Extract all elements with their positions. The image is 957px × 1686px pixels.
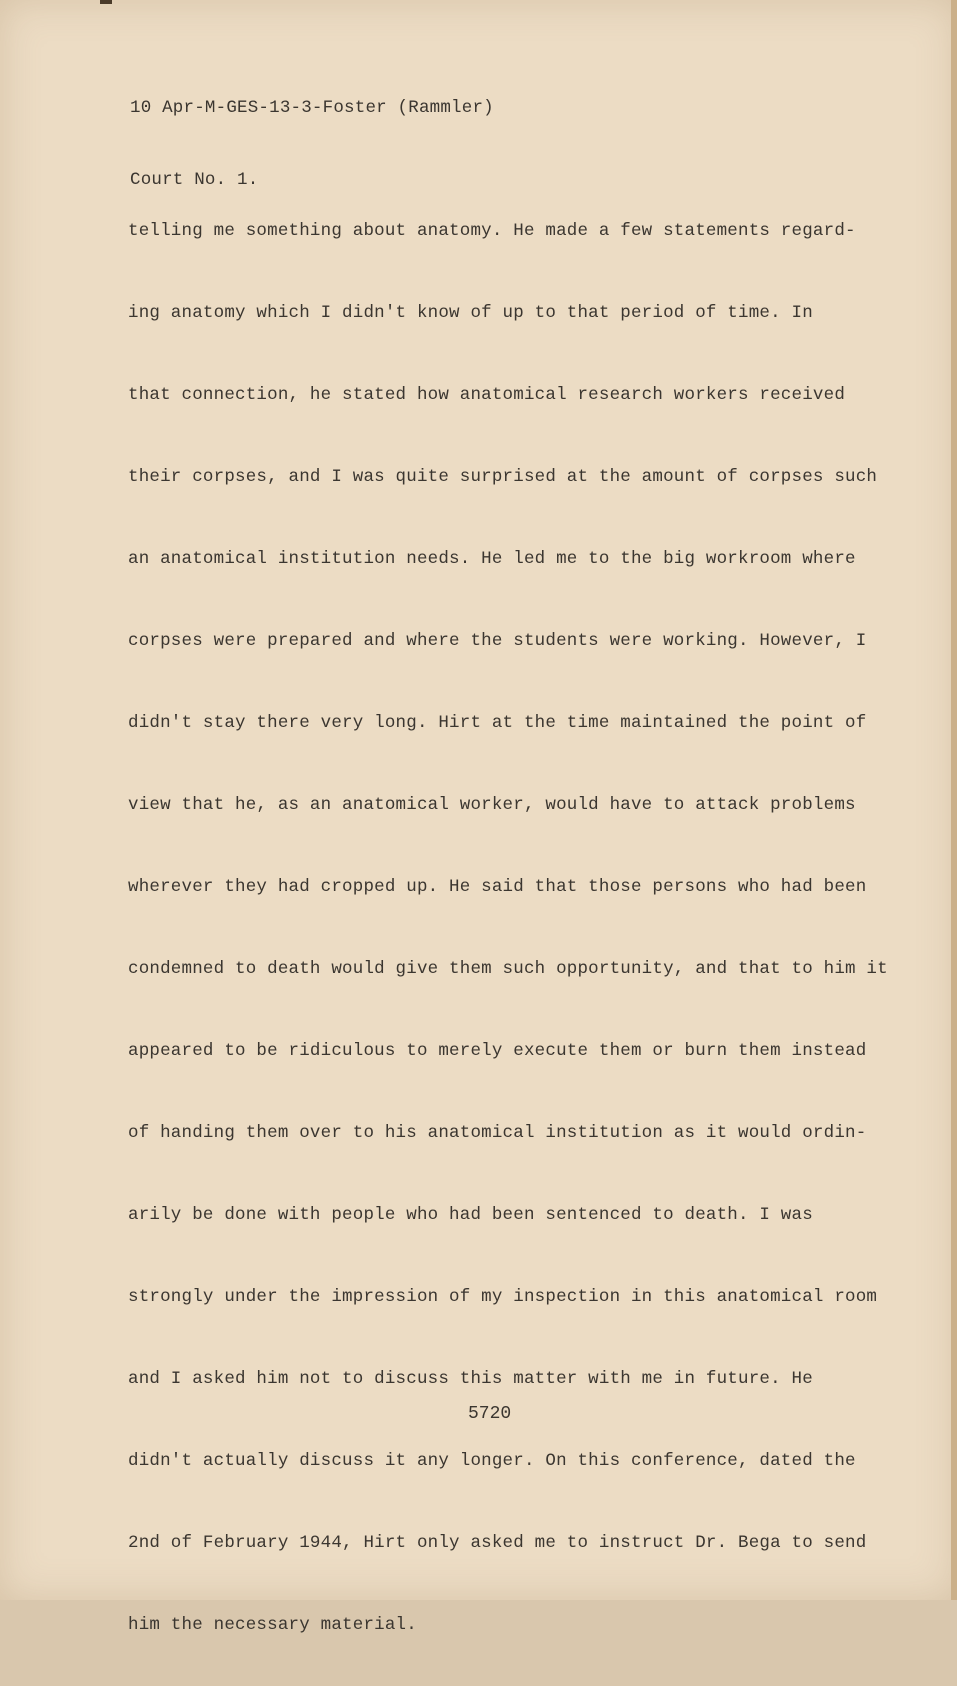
testimony-body: [128, 170, 888, 1686]
page-number: 5720: [468, 1404, 512, 1424]
text-line: of handing them over to his anatomical institution as it would ordin-: [128, 1123, 867, 1143]
text-line: an anatomical institution needs. He led me to the big workroom where: [128, 549, 856, 569]
text-line: didn't actually discuss it any longer. On this conference, dated the: [128, 1451, 856, 1471]
court-number-line: Court No. 1.: [130, 170, 259, 190]
text-line: arily be done with people who had been sentenced to death. I was: [128, 1205, 813, 1225]
text-line: didn't stay there very long. Hirt at the time maintained the point of: [128, 713, 867, 733]
text-line: view that he, as an anatomical worker, would have to attack problems: [128, 795, 856, 815]
text-line: him the necessary material.: [128, 1615, 417, 1635]
paper-edge: [951, 0, 957, 1600]
text-line: and I asked him not to discuss this matter with me in future. He: [128, 1369, 813, 1389]
text-line: corpses were prepared and where the students were working. However, I: [128, 631, 867, 651]
text-line: telling me something about anatomy. He made a few statements regard-: [128, 221, 856, 241]
text-line: condemned to death would give them such opportunity, and that to him it: [128, 959, 888, 979]
text-line: 2nd of February 1944, Hirt only asked me to instruct Dr. Bega to send: [128, 1533, 867, 1553]
text-line: ing anatomy which I didn't know of up to that period of time. In: [128, 303, 813, 323]
text-line: that connection, he stated how anatomical research workers received: [128, 385, 846, 405]
text-line: wherever they had cropped up. He said that those persons who had been: [128, 877, 867, 897]
text-line: their corpses, and I was quite surprised at the amount of corpses such: [128, 467, 878, 487]
text-line: appeared to be ridiculous to merely execute them or burn them instead: [128, 1041, 867, 1061]
case-reference-line: 10 Apr-M-GES-13-3-Foster (Rammler): [130, 98, 494, 118]
top-staple-mark: [100, 0, 112, 4]
text-line: strongly under the impression of my inspection in this anatomical room: [128, 1287, 878, 1307]
